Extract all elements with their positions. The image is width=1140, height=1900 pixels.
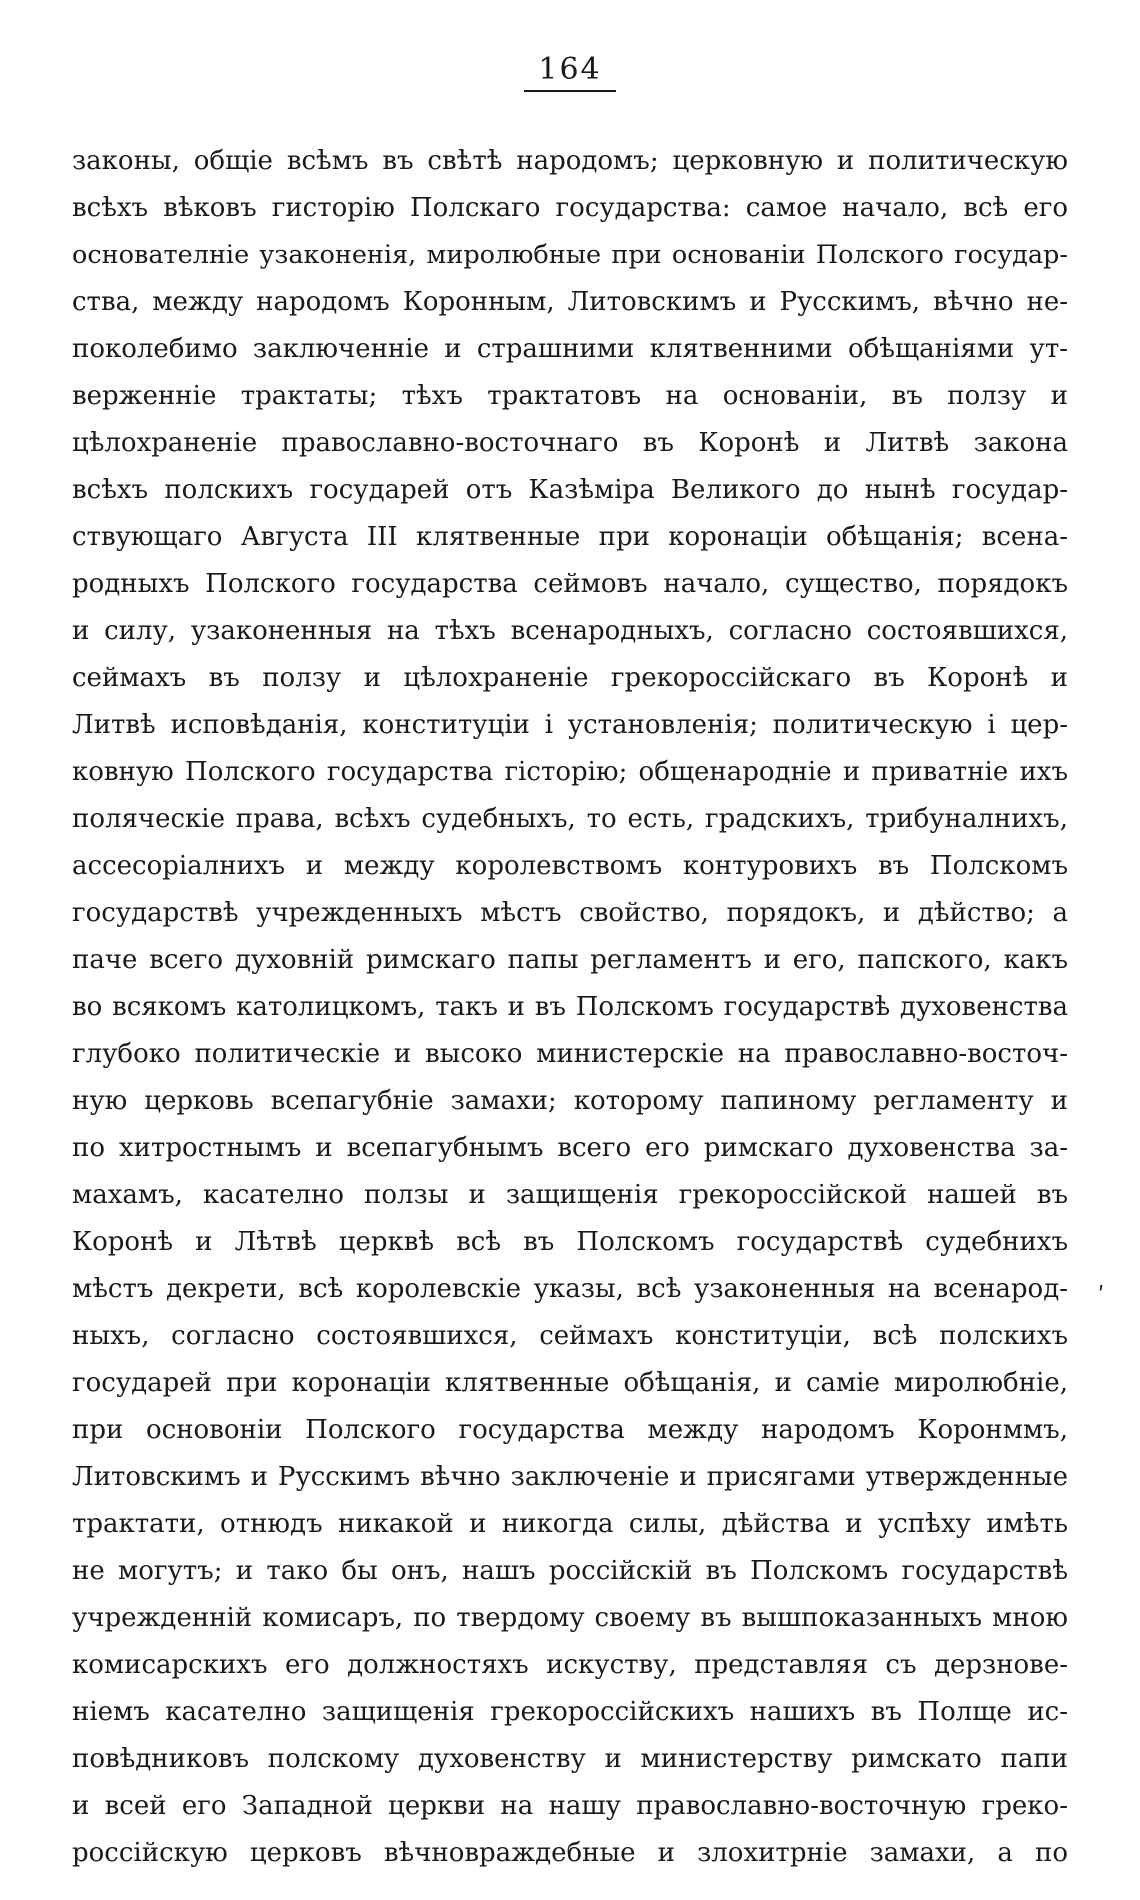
text-line: ства, между народомъ Коронным, Литовскимъ и Русскимъ, вѣчно не- [72, 287, 1068, 317]
text-line: законы, общіе всѣмъ въ свѣтѣ народомъ; церковную и политическую [72, 146, 1068, 176]
text-line: трактати, отнюдъ никакой и никогда силы, дѣйства и успѣху имѣть [72, 1509, 1068, 1539]
text-line: и силу, узаконенныя на тѣхъ всенародныхъ, согласно состоявшихся, [72, 616, 1068, 646]
text-line: россійскую церковъ вѣчновраждебные и злохитрніе замахи, а по [72, 1838, 1068, 1868]
text-line: всѣхъ вѣковъ гисторію Полскаго государства: самое начало, всѣ его [72, 193, 1068, 223]
text-line: не могутъ; и тако бы онъ, нашъ россійскій въ Полскомъ государствѣ [72, 1556, 1068, 1586]
text-line: государствѣ учрежденныхъ мѣстъ свойство, порядокъ, и дѣйство; а [72, 898, 1068, 928]
text-line: Литовскимъ и Русскимъ вѣчно заключеніе и присягами утвержденные [72, 1462, 1068, 1492]
text-line: Литвѣ исповѣданія, конституціи і установленія; политическую і цер- [72, 710, 1068, 740]
text-line: повѣдниковъ полскому духовенству и министерству римскато папи [72, 1744, 1068, 1774]
text-line: мѣстъ декрети, всѣ королевскіе указы, всѣ узаконенныя на всенарод- [72, 1274, 1068, 1304]
text-line: ніемъ касателно защищенія грекороссійскихъ нашихъ въ Полще ис- [72, 1697, 1068, 1727]
text-line: по хитростнымъ и всепагубнымъ всего его римскаго духовенства за- [72, 1133, 1068, 1163]
text-line: ную церковь всепагубніе замахи; которому папиному регламенту и [72, 1086, 1068, 1116]
text-line: глубоко политическіе и высоко министерскіе на православно-восточ- [72, 1039, 1068, 1069]
text-line: ковную Полского государства гісторію; общенародніе и приватніе ихъ [72, 757, 1068, 787]
text-line: и всей его Западной церкви на нашу православно-восточную греко- [72, 1791, 1068, 1821]
text-line: поляческіе права, всѣхъ судебныхъ, то есть, градскихъ, трибуналнихъ, [72, 804, 1068, 834]
margin-ink-mark: ʹ [1098, 1284, 1105, 1309]
text-line: государей при коронаціи клятвенные обѣщанія, и саміе миролюбніе, [72, 1368, 1068, 1398]
text-line: сеймахъ въ ползу и цѣлохраненіе грекороссійскаго въ Коронѣ и [72, 663, 1068, 693]
text-line: цѣлохраненіе православно-восточнаго въ Коронѣ и Литвѣ закона [72, 428, 1068, 458]
text-line: махамъ, касателно ползы и защищенія грекороссійской нашей въ [72, 1180, 1068, 1210]
body-text [72, 138, 1068, 1877]
text-line: верженніе трактаты; тѣхъ трактатовъ на основаніи, въ ползу и [72, 381, 1068, 411]
text-line: при основоніи Полского государства между народомъ Коронммъ, [72, 1415, 1068, 1445]
text-line: во всякомъ католицкомъ, такъ и въ Полскомъ государствѣ духовенства [72, 992, 1068, 1022]
text-line: паче всего духовній римскаго папы регламентъ и его, папского, какъ [72, 945, 1068, 975]
text-line: родныхъ Полского государства сеймовъ начало, существо, порядокъ [72, 569, 1068, 599]
text-line: ствующаго Августа III клятвенные при коронаціи обѣщанія; всена- [72, 522, 1068, 552]
text-line: ассесоріалнихъ и между королевствомъ контуровихъ въ Полскомъ [72, 851, 1068, 881]
text-line: основателніе узаконенія, миролюбные при основаніи Полского государ- [72, 240, 1068, 270]
text-line: комисарскихъ его должностяхъ искуству, представляя съ дерзнове- [72, 1650, 1068, 1680]
text-line: Коронѣ и Лѣтвѣ церквѣ всѣ въ Полскомъ государствѣ судебнихъ [72, 1227, 1068, 1257]
page-number: 164 [0, 52, 1140, 92]
text-line: учрежденній комисаръ, по твердому своему въ вышпоказанныхъ мною [72, 1603, 1068, 1633]
text-line: поколебимо заключенніе и страшними клятвенними обѣщаніями ут- [72, 334, 1068, 364]
text-line: всѣхъ полскихъ государей отъ Казѣміра Великого до нынѣ государ- [72, 475, 1068, 505]
text-line: ныхъ, согласно состоявшихся, сеймахъ конституціи, всѣ полскихъ [72, 1321, 1068, 1351]
